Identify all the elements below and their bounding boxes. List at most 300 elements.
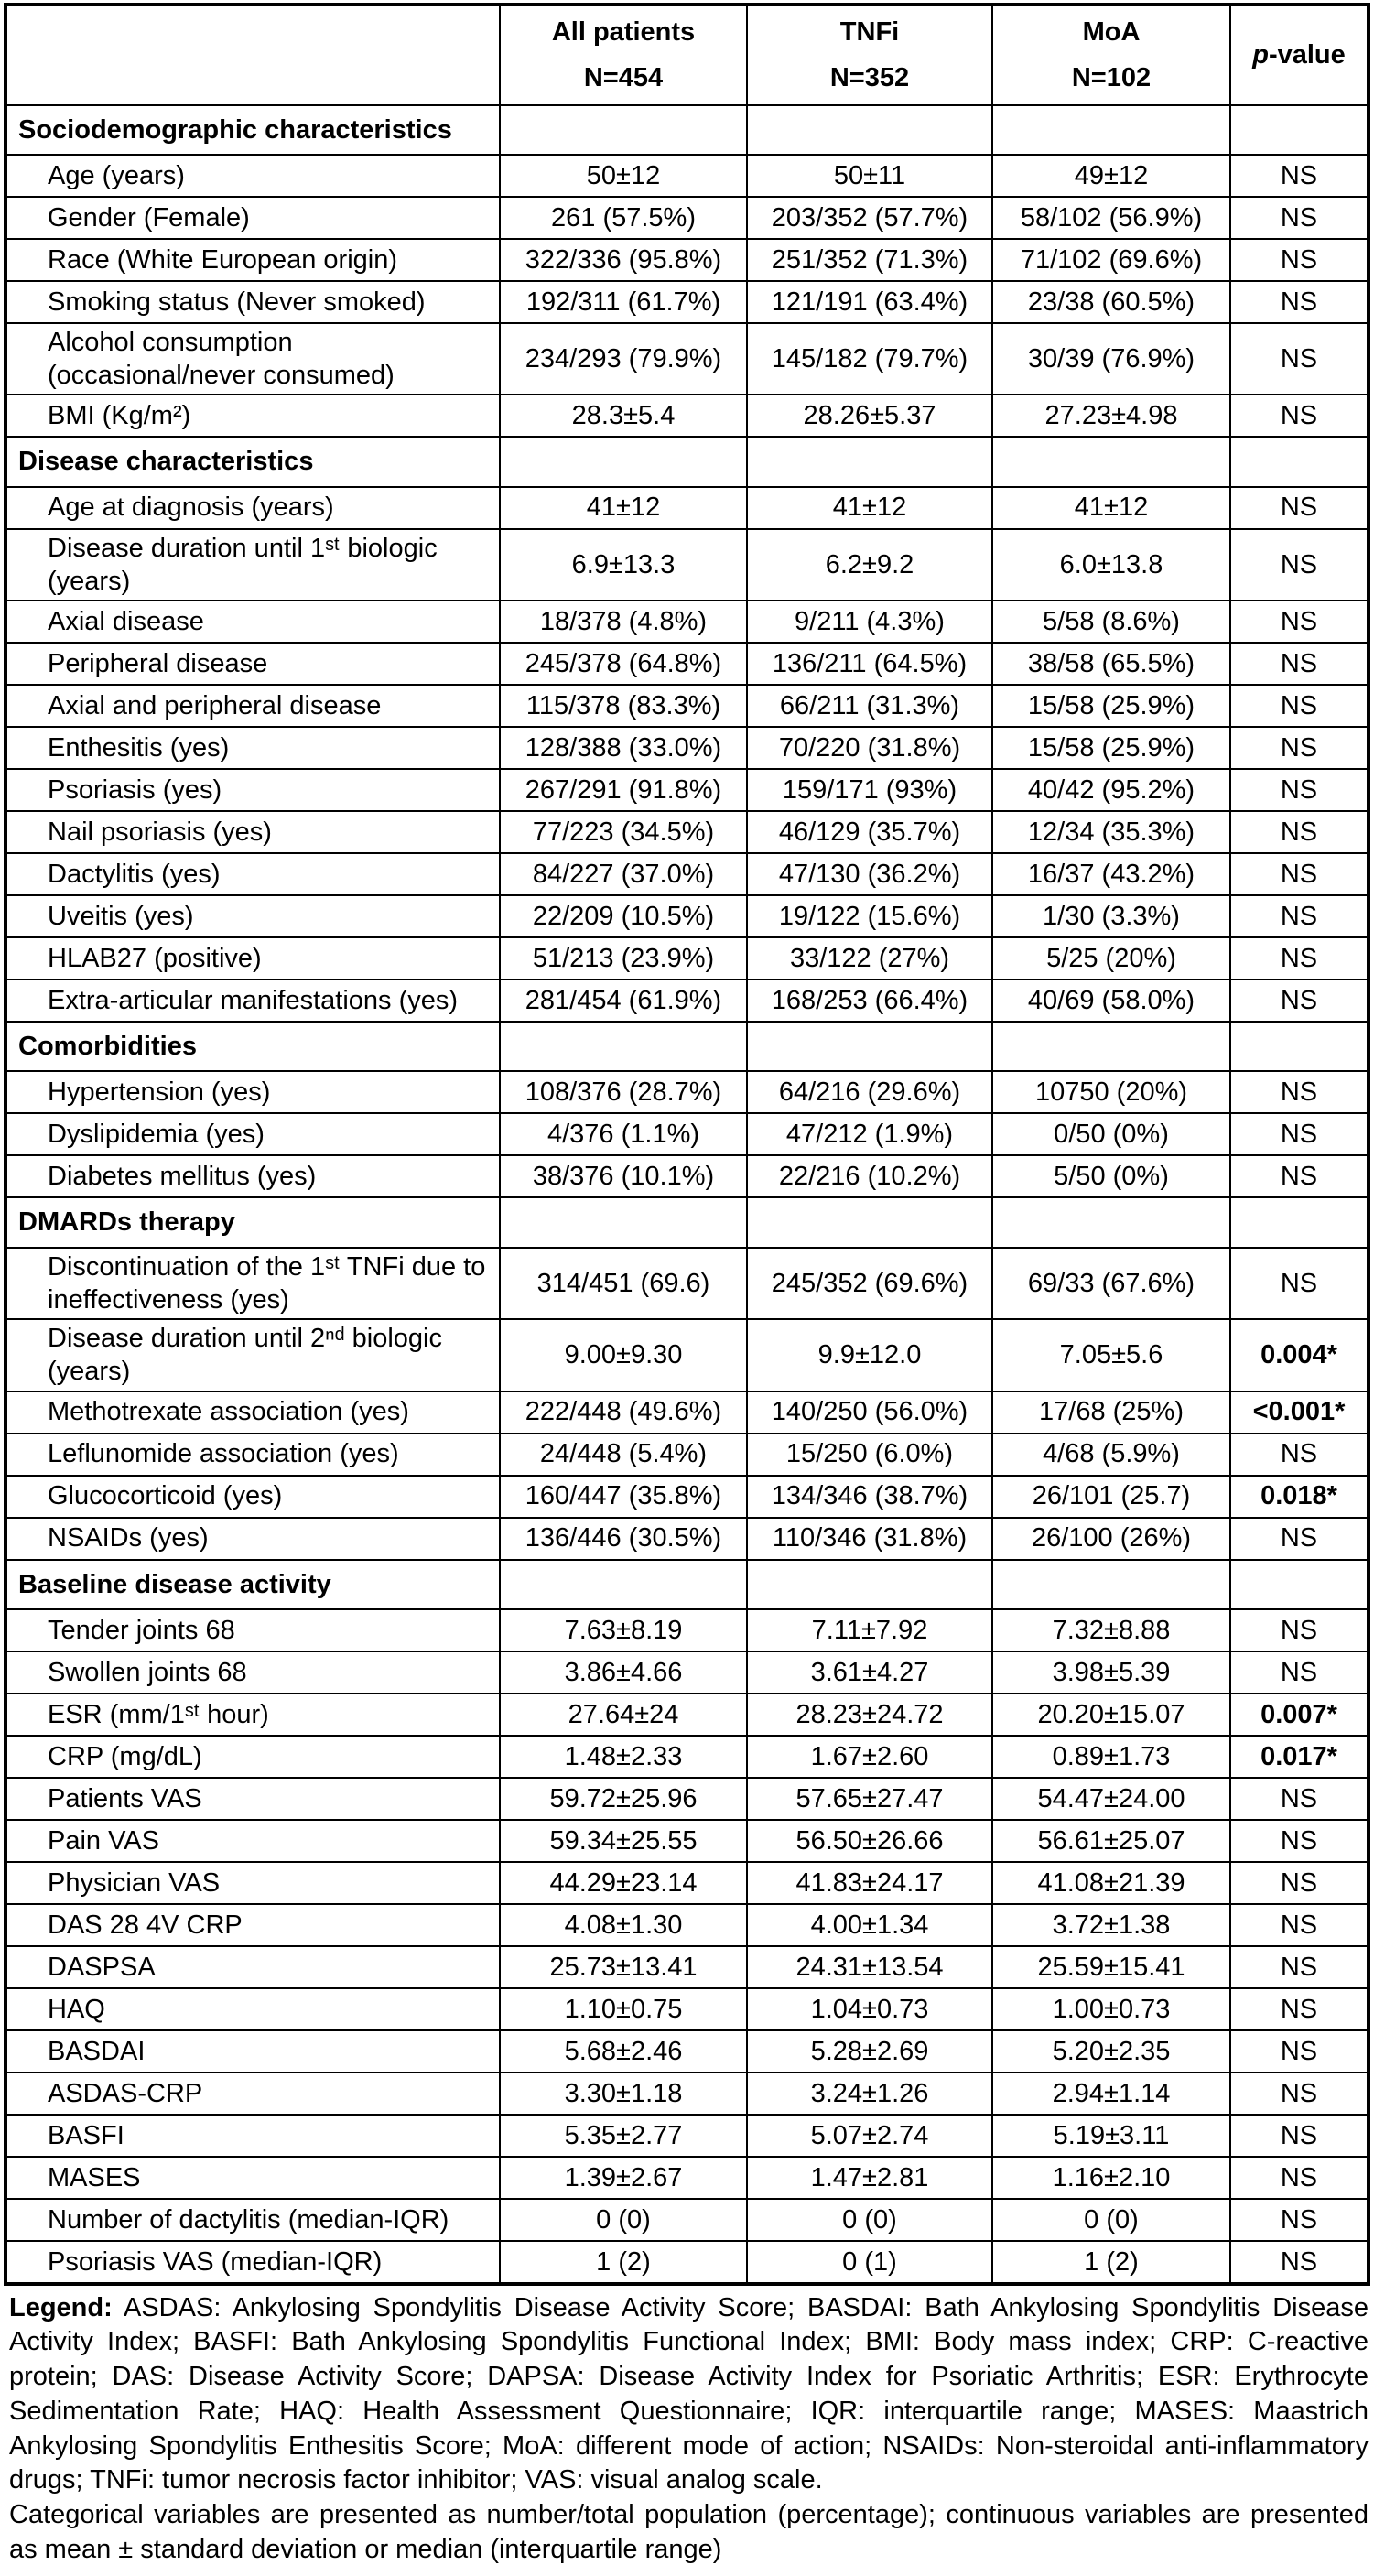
row-label: HAQ xyxy=(5,1988,500,2030)
section-empty-cell xyxy=(1230,1560,1369,1609)
tnfi-value: 56.50±26.66 xyxy=(747,1820,992,1862)
table-row xyxy=(5,980,1369,1022)
header-label-cell xyxy=(5,5,500,105)
section-empty-cell xyxy=(992,105,1230,155)
table-row xyxy=(5,727,1369,769)
row-label: Age at diagnosis (years) xyxy=(5,487,500,529)
moa-value: 0 (0) xyxy=(992,2199,1230,2241)
tnfi-value: 15/250 (6.0%) xyxy=(747,1434,992,1476)
p-value: NS xyxy=(1230,395,1369,437)
table-row xyxy=(5,2241,1369,2284)
tnfi-value: 245/352 (69.6%) xyxy=(747,1248,992,1320)
table-row xyxy=(5,395,1369,437)
section-row xyxy=(5,1560,1369,1609)
tnfi-value: 134/346 (38.7%) xyxy=(747,1476,992,1518)
row-label: Patients VAS xyxy=(5,1778,500,1820)
p-value: NS xyxy=(1230,487,1369,529)
moa-value: 71/102 (69.6%) xyxy=(992,239,1230,281)
all-patients-value: 128/388 (33.0%) xyxy=(500,727,747,769)
p-value: NS xyxy=(1230,2115,1369,2157)
tnfi-value: 168/253 (66.4%) xyxy=(747,980,992,1022)
table-row xyxy=(5,1946,1369,1988)
p-value: NS xyxy=(1230,155,1369,197)
all-patients-value: 261 (57.5%) xyxy=(500,197,747,239)
tnfi-value: 22/216 (10.2%) xyxy=(747,1155,992,1197)
all-patients-value: 5.68±2.46 xyxy=(500,2030,747,2073)
row-label: Pain VAS xyxy=(5,1820,500,1862)
row-label: Diabetes mellitus (yes) xyxy=(5,1155,500,1197)
table-row xyxy=(5,601,1369,643)
moa-value: 5.19±3.11 xyxy=(992,2115,1230,2157)
p-italic: p xyxy=(1252,40,1269,70)
section-empty-cell xyxy=(500,105,747,155)
all-patients-value: 234/293 (79.9%) xyxy=(500,323,747,395)
row-label: BMI (Kg/m²) xyxy=(5,395,500,437)
p-value: NS xyxy=(1230,2030,1369,2073)
moa-value: 3.98±5.39 xyxy=(992,1651,1230,1694)
tnfi-value: 5.28±2.69 xyxy=(747,2030,992,2073)
tnfi-value: 1.67±2.60 xyxy=(747,1736,992,1778)
moa-value: 23/38 (60.5%) xyxy=(992,281,1230,323)
tnfi-value: 1.47±2.81 xyxy=(747,2157,992,2199)
all-patients-value: 77/223 (34.5%) xyxy=(500,811,747,853)
all-patients-value: 3.30±1.18 xyxy=(500,2073,747,2115)
row-label: Swollen joints 68 xyxy=(5,1651,500,1694)
moa-value: 41±12 xyxy=(992,487,1230,529)
moa-value: 16/37 (43.2%) xyxy=(992,853,1230,895)
section-empty-cell xyxy=(747,1560,992,1609)
table-row xyxy=(5,811,1369,853)
p-value: <0.001* xyxy=(1230,1391,1369,1434)
legend-abbreviations-text: ASDAS: Ankylosing Spondylitis Disease Activity Score; BASDAI: Bath Ankylosing Spondylitis Disease Activity Index; BASFI: Bath Ankylosing Spondylitis Functional Index; BMI: Body mass index; CRP: C-reactive protein; DAS: Disease Activity Score; DAPSA: Disease Activity Index for Psoriatic Arthritis; ESR: Erythrocyte Sedimentation Rate; HAQ: Health Assessment Questionnaire; IQR: interquartile range; MASES: Maastrich Ankylosing Spondylitis Enthesitis Score; MoA: different mode of action; NSAIDs: Non-steroidal anti-inflammatory drugs; TNFi: tumor necrosis factor inhibitor; VAS: visual analog scale. xyxy=(9,2292,1369,2495)
row-label: CRP (mg/dL) xyxy=(5,1736,500,1778)
section-empty-cell xyxy=(1230,1022,1369,1071)
tnfi-value: 136/211 (64.5%) xyxy=(747,643,992,685)
row-label: Discontinuation of the 1ˢᵗ TNFi due to ineffectiveness (yes) xyxy=(5,1248,500,1320)
section-empty-cell xyxy=(992,1022,1230,1071)
all-patients-value: 4.08±1.30 xyxy=(500,1904,747,1946)
row-label: Physician VAS xyxy=(5,1862,500,1904)
all-patients-value: 38/376 (10.1%) xyxy=(500,1155,747,1197)
moa-value: 49±12 xyxy=(992,155,1230,197)
moa-value: 54.47±24.00 xyxy=(992,1778,1230,1820)
moa-value: 0/50 (0%) xyxy=(992,1113,1230,1155)
all-patients-value: 245/378 (64.8%) xyxy=(500,643,747,685)
all-patients-value: 28.3±5.4 xyxy=(500,395,747,437)
table-row xyxy=(5,281,1369,323)
table-row xyxy=(5,853,1369,895)
moa-value: 38/58 (65.5%) xyxy=(992,643,1230,685)
all-patients-value: 59.72±25.96 xyxy=(500,1778,747,1820)
tnfi-value: 0 (0) xyxy=(747,2199,992,2241)
table-body xyxy=(5,105,1369,2284)
row-label: Psoriasis (yes) xyxy=(5,769,500,811)
moa-value: 41.08±21.39 xyxy=(992,1862,1230,1904)
moa-value: 3.72±1.38 xyxy=(992,1904,1230,1946)
p-value: 0.017* xyxy=(1230,1736,1369,1778)
tnfi-value: 121/191 (63.4%) xyxy=(747,281,992,323)
tnfi-value: 251/352 (71.3%) xyxy=(747,239,992,281)
tnfi-value: 3.61±4.27 xyxy=(747,1651,992,1694)
all-patients-value: 84/227 (37.0%) xyxy=(500,853,747,895)
tnfi-value: 4.00±1.34 xyxy=(747,1904,992,1946)
section-empty-cell xyxy=(1230,437,1369,486)
all-patients-value: 25.73±13.41 xyxy=(500,1946,747,1988)
all-patients-value: 4/376 (1.1%) xyxy=(500,1113,747,1155)
tnfi-value: 28.26±5.37 xyxy=(747,395,992,437)
moa-value: 10750 (20%) xyxy=(992,1071,1230,1113)
row-label: BASFI xyxy=(5,2115,500,2157)
moa-value: 20.20±15.07 xyxy=(992,1694,1230,1736)
row-label: Tender joints 68 xyxy=(5,1609,500,1651)
table-row xyxy=(5,1476,1369,1518)
all-patients-value: 1.48±2.33 xyxy=(500,1736,747,1778)
table-row xyxy=(5,1904,1369,1946)
section-empty-cell xyxy=(500,1197,747,1247)
moa-value: 7.32±8.88 xyxy=(992,1609,1230,1651)
tnfi-value: 159/171 (93%) xyxy=(747,769,992,811)
row-label: Alcohol consumption (occasional/never consumed) xyxy=(5,323,500,395)
all-patients-value: 115/378 (83.3%) xyxy=(500,685,747,727)
header-all-patients-n: N=454 xyxy=(583,63,664,93)
header-tnfi-n: N=352 xyxy=(829,63,910,93)
p-value: NS xyxy=(1230,1778,1369,1820)
row-label: Race (White European origin) xyxy=(5,239,500,281)
p-value: NS xyxy=(1230,811,1369,853)
row-label: BASDAI xyxy=(5,2030,500,2073)
p-value: NS xyxy=(1230,2199,1369,2241)
tnfi-value: 66/211 (31.3%) xyxy=(747,685,992,727)
moa-value: 40/69 (58.0%) xyxy=(992,980,1230,1022)
table-row xyxy=(5,487,1369,529)
section-empty-cell xyxy=(747,105,992,155)
section-title: DMARDs therapy xyxy=(5,1197,500,1247)
table-row xyxy=(5,155,1369,197)
all-patients-value: 7.63±8.19 xyxy=(500,1609,747,1651)
section-empty-cell xyxy=(500,1022,747,1071)
tnfi-value: 0 (1) xyxy=(747,2241,992,2284)
tnfi-value: 5.07±2.74 xyxy=(747,2115,992,2157)
tnfi-value: 41.83±24.17 xyxy=(747,1862,992,1904)
all-patients-value: 3.86±4.66 xyxy=(500,1651,747,1694)
p-value: NS xyxy=(1230,2241,1369,2284)
tnfi-value: 46/129 (35.7%) xyxy=(747,811,992,853)
section-row xyxy=(5,1022,1369,1071)
row-label: HLAB27 (positive) xyxy=(5,937,500,980)
moa-value: 58/102 (56.9%) xyxy=(992,197,1230,239)
all-patients-value: 1.10±0.75 xyxy=(500,1988,747,2030)
p-value: NS xyxy=(1230,281,1369,323)
all-patients-value: 59.34±25.55 xyxy=(500,1820,747,1862)
p-value: NS xyxy=(1230,2157,1369,2199)
all-patients-value: 18/378 (4.8%) xyxy=(500,601,747,643)
row-label: Smoking status (Never smoked) xyxy=(5,281,500,323)
row-label: Dactylitis (yes) xyxy=(5,853,500,895)
p-value: NS xyxy=(1230,601,1369,643)
table-row xyxy=(5,2199,1369,2241)
p-value: NS xyxy=(1230,1434,1369,1476)
p-value: NS xyxy=(1230,1862,1369,1904)
row-label: Glucocorticoid (yes) xyxy=(5,1476,500,1518)
p-value: NS xyxy=(1230,769,1369,811)
table-row xyxy=(5,1651,1369,1694)
p-value: NS xyxy=(1230,2073,1369,2115)
table-row xyxy=(5,895,1369,937)
header-tnfi-title: TNFi xyxy=(839,17,900,47)
tnfi-value: 47/130 (36.2%) xyxy=(747,853,992,895)
p-value: NS xyxy=(1230,937,1369,980)
all-patients-value: 281/454 (61.9%) xyxy=(500,980,747,1022)
tnfi-value: 64/216 (29.6%) xyxy=(747,1071,992,1113)
row-label: Peripheral disease xyxy=(5,643,500,685)
section-title: Baseline disease activity xyxy=(5,1560,500,1609)
table-row xyxy=(5,1391,1369,1434)
tnfi-value: 9/211 (4.3%) xyxy=(747,601,992,643)
p-value: NS xyxy=(1230,1820,1369,1862)
table-row xyxy=(5,937,1369,980)
p-value: NS xyxy=(1230,1113,1369,1155)
row-label: NSAIDs (yes) xyxy=(5,1518,500,1560)
section-empty-cell xyxy=(500,1560,747,1609)
p-value: NS xyxy=(1230,727,1369,769)
section-title: Comorbidities xyxy=(5,1022,500,1071)
moa-value: 56.61±25.07 xyxy=(992,1820,1230,1862)
table-row xyxy=(5,1778,1369,1820)
moa-value: 5/58 (8.6%) xyxy=(992,601,1230,643)
table-row xyxy=(5,1694,1369,1736)
row-label: Age (years) xyxy=(5,155,500,197)
header-moa xyxy=(992,5,1230,105)
p-value: 0.018* xyxy=(1230,1476,1369,1518)
tnfi-value: 203/352 (57.7%) xyxy=(747,197,992,239)
all-patients-value: 108/376 (28.7%) xyxy=(500,1071,747,1113)
row-label: Uveitis (yes) xyxy=(5,895,500,937)
section-empty-cell xyxy=(1230,1197,1369,1247)
p-value: NS xyxy=(1230,1904,1369,1946)
section-title: Disease characteristics xyxy=(5,437,500,486)
moa-value: 1.00±0.73 xyxy=(992,1988,1230,2030)
row-label: ASDAS-CRP xyxy=(5,2073,500,2115)
table-row xyxy=(5,323,1369,395)
tnfi-value: 3.24±1.26 xyxy=(747,2073,992,2115)
moa-value: 15/58 (25.9%) xyxy=(992,685,1230,727)
moa-value: 2.94±1.14 xyxy=(992,2073,1230,2115)
row-label: Enthesitis (yes) xyxy=(5,727,500,769)
section-row xyxy=(5,1197,1369,1247)
section-empty-cell xyxy=(992,1197,1230,1247)
tnfi-value: 70/220 (31.8%) xyxy=(747,727,992,769)
moa-value: 0.89±1.73 xyxy=(992,1736,1230,1778)
legend-note: Categorical variables are presented as number/total population (percentage); continuous variables are presented as mean ± standard deviation or median (interquartile range) xyxy=(9,2499,1369,2564)
tnfi-value: 140/250 (56.0%) xyxy=(747,1391,992,1434)
moa-value: 6.0±13.8 xyxy=(992,529,1230,601)
all-patients-value: 9.00±9.30 xyxy=(500,1319,747,1391)
moa-value: 40/42 (95.2%) xyxy=(992,769,1230,811)
table-row xyxy=(5,1518,1369,1560)
p-value: NS xyxy=(1230,323,1369,395)
tnfi-value: 7.11±7.92 xyxy=(747,1609,992,1651)
row-label: DAS 28 4V CRP xyxy=(5,1904,500,1946)
all-patients-value: 41±12 xyxy=(500,487,747,529)
table-row xyxy=(5,1609,1369,1651)
table-row xyxy=(5,769,1369,811)
all-patients-value: 5.35±2.77 xyxy=(500,2115,747,2157)
moa-value: 69/33 (67.6%) xyxy=(992,1248,1230,1320)
section-row xyxy=(5,105,1369,155)
row-label: Dyslipidemia (yes) xyxy=(5,1113,500,1155)
row-label: Leflunomide association (yes) xyxy=(5,1434,500,1476)
section-empty-cell xyxy=(500,437,747,486)
all-patients-value: 44.29±23.14 xyxy=(500,1862,747,1904)
table-row xyxy=(5,1736,1369,1778)
table-row xyxy=(5,1319,1369,1391)
p-value: NS xyxy=(1230,1651,1369,1694)
p-value: NS xyxy=(1230,1609,1369,1651)
section-empty-cell xyxy=(992,437,1230,486)
moa-value: 27.23±4.98 xyxy=(992,395,1230,437)
p-value: NS xyxy=(1230,853,1369,895)
table-row xyxy=(5,2115,1369,2157)
row-label: Disease duration until 2ⁿᵈ biologic (years) xyxy=(5,1319,500,1391)
section-empty-cell xyxy=(747,1022,992,1071)
table-row xyxy=(5,2073,1369,2115)
all-patients-value: 160/447 (35.8%) xyxy=(500,1476,747,1518)
moa-value: 30/39 (76.9%) xyxy=(992,323,1230,395)
legend-label: Legend: xyxy=(9,2292,113,2322)
row-label: MASES xyxy=(5,2157,500,2199)
row-label: DASPSA xyxy=(5,1946,500,1988)
p-value: 0.007* xyxy=(1230,1694,1369,1736)
all-patients-value: 192/311 (61.7%) xyxy=(500,281,747,323)
p-value: NS xyxy=(1230,197,1369,239)
moa-value: 7.05±5.6 xyxy=(992,1319,1230,1391)
row-label: Nail psoriasis (yes) xyxy=(5,811,500,853)
legend-abbreviations xyxy=(9,2291,1369,2498)
all-patients-value: 314/451 (69.6) xyxy=(500,1248,747,1320)
p-value: 0.004* xyxy=(1230,1319,1369,1391)
tnfi-value: 24.31±13.54 xyxy=(747,1946,992,1988)
p-value: NS xyxy=(1230,529,1369,601)
tnfi-value: 19/122 (15.6%) xyxy=(747,895,992,937)
section-empty-cell xyxy=(992,1560,1230,1609)
tnfi-value: 41±12 xyxy=(747,487,992,529)
p-value: NS xyxy=(1230,1248,1369,1320)
section-row xyxy=(5,437,1369,486)
p-value: NS xyxy=(1230,1518,1369,1560)
table-row xyxy=(5,1071,1369,1113)
all-patients-value: 6.9±13.3 xyxy=(500,529,747,601)
table-row xyxy=(5,1862,1369,1904)
p-value: NS xyxy=(1230,643,1369,685)
all-patients-value: 1.39±2.67 xyxy=(500,2157,747,2199)
row-label: Disease duration until 1ˢᵗ biologic (years) xyxy=(5,529,500,601)
tnfi-value: 110/346 (31.8%) xyxy=(747,1518,992,1560)
all-patients-value: 27.64±24 xyxy=(500,1694,747,1736)
row-label: Psoriasis VAS (median-IQR) xyxy=(5,2241,500,2284)
p-value: NS xyxy=(1230,980,1369,1022)
section-empty-cell xyxy=(1230,105,1369,155)
row-label: Extra-articular manifestations (yes) xyxy=(5,980,500,1022)
section-empty-cell xyxy=(747,1197,992,1247)
all-patients-value: 136/446 (30.5%) xyxy=(500,1518,747,1560)
table-row xyxy=(5,685,1369,727)
all-patients-value: 24/448 (5.4%) xyxy=(500,1434,747,1476)
tnfi-value: 145/182 (79.7%) xyxy=(747,323,992,395)
moa-value: 1.16±2.10 xyxy=(992,2157,1230,2199)
header-tnfi xyxy=(747,5,992,105)
table-row xyxy=(5,239,1369,281)
table-row xyxy=(5,1113,1369,1155)
table-row xyxy=(5,197,1369,239)
moa-value: 17/68 (25%) xyxy=(992,1391,1230,1434)
moa-value: 12/34 (35.3%) xyxy=(992,811,1230,853)
table-row xyxy=(5,529,1369,601)
header-moa-title: MoA xyxy=(1082,17,1141,47)
tnfi-value: 50±11 xyxy=(747,155,992,197)
all-patients-value: 322/336 (95.8%) xyxy=(500,239,747,281)
header-row xyxy=(5,5,1369,105)
all-patients-value: 267/291 (91.8%) xyxy=(500,769,747,811)
header-all-patients xyxy=(500,5,747,105)
all-patients-value: 22/209 (10.5%) xyxy=(500,895,747,937)
moa-value: 1 (2) xyxy=(992,2241,1230,2284)
all-patients-value: 0 (0) xyxy=(500,2199,747,2241)
all-patients-value: 1 (2) xyxy=(500,2241,747,2284)
row-label: Axial and peripheral disease xyxy=(5,685,500,727)
moa-value: 5/25 (20%) xyxy=(992,937,1230,980)
table-row xyxy=(5,1820,1369,1862)
row-label: Methotrexate association (yes) xyxy=(5,1391,500,1434)
p-value: NS xyxy=(1230,1988,1369,2030)
table-row xyxy=(5,643,1369,685)
tnfi-value: 6.2±9.2 xyxy=(747,529,992,601)
all-patients-value: 222/448 (49.6%) xyxy=(500,1391,747,1434)
patient-characteristics-table xyxy=(4,3,1370,2286)
p-value: NS xyxy=(1230,1155,1369,1197)
row-label: Number of dactylitis (median-IQR) xyxy=(5,2199,500,2241)
all-patients-value: 51/213 (23.9%) xyxy=(500,937,747,980)
moa-value: 5/50 (0%) xyxy=(992,1155,1230,1197)
row-label: Axial disease xyxy=(5,601,500,643)
all-patients-value: 50±12 xyxy=(500,155,747,197)
p-value: NS xyxy=(1230,1946,1369,1988)
section-title: Sociodemographic characteristics xyxy=(5,105,500,155)
tnfi-value: 9.9±12.0 xyxy=(747,1319,992,1391)
table-row xyxy=(5,1434,1369,1476)
header-all-patients-title: All patients xyxy=(551,17,696,47)
p-value: NS xyxy=(1230,239,1369,281)
table-row xyxy=(5,2030,1369,2073)
table-row xyxy=(5,1248,1369,1320)
moa-value: 5.20±2.35 xyxy=(992,2030,1230,2073)
moa-value: 15/58 (25.9%) xyxy=(992,727,1230,769)
table-row xyxy=(5,2157,1369,2199)
row-label: Hypertension (yes) xyxy=(5,1071,500,1113)
p-value: NS xyxy=(1230,895,1369,937)
moa-value: 26/101 (25.7) xyxy=(992,1476,1230,1518)
table-legend xyxy=(9,2291,1369,2568)
p-value: NS xyxy=(1230,1071,1369,1113)
tnfi-value: 47/212 (1.9%) xyxy=(747,1113,992,1155)
moa-value: 4/68 (5.9%) xyxy=(992,1434,1230,1476)
row-label: Gender (Female) xyxy=(5,197,500,239)
moa-value: 25.59±15.41 xyxy=(992,1946,1230,1988)
p-rest: -value xyxy=(1268,40,1346,70)
p-value: NS xyxy=(1230,685,1369,727)
tnfi-value: 57.65±27.47 xyxy=(747,1778,992,1820)
moa-value: 1/30 (3.3%) xyxy=(992,895,1230,937)
row-label: ESR (mm/1ˢᵗ hour) xyxy=(5,1694,500,1736)
